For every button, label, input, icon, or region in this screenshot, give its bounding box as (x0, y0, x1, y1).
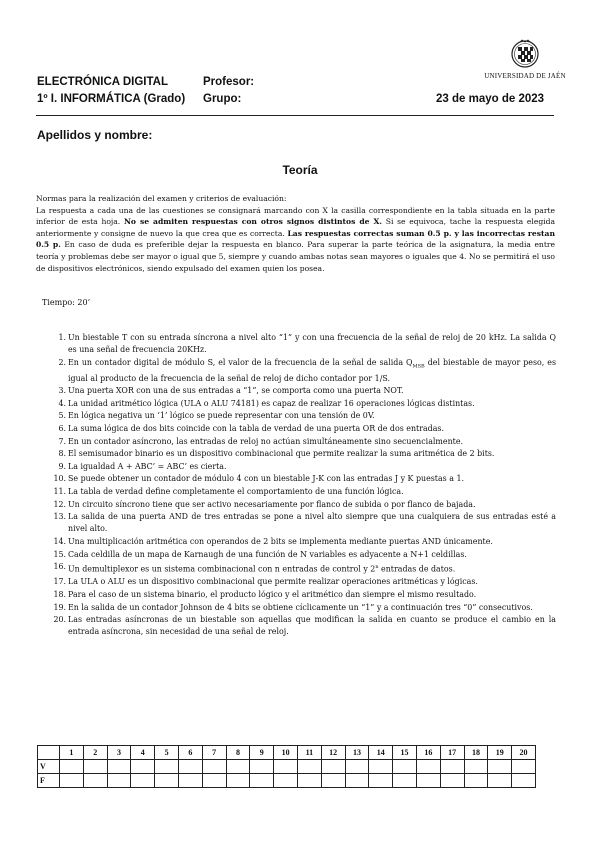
answer-cell[interactable] (155, 760, 179, 774)
answer-column-header: 7 (202, 746, 226, 760)
question-item (52, 614, 556, 638)
answer-cell[interactable] (202, 774, 226, 788)
answer-cell[interactable] (107, 774, 131, 788)
question-number: 20. (53, 615, 66, 625)
answer-cell[interactable] (83, 774, 107, 788)
answer-cell[interactable] (250, 774, 274, 788)
course-name: ELECTRÓNICA DIGITAL (37, 76, 168, 88)
question-text: Las entradas asíncronas de un biestable son aquellas que modifican la salida en cuanto se produce el cambio en la entrada asíncrona, sin necesidad de una señal de reloj. (68, 615, 556, 637)
answer-column-header: 1 (60, 746, 84, 760)
answer-column-header: 8 (226, 746, 250, 760)
answer-column-header: 10 (274, 746, 298, 760)
rules-bold-1: No se admiten respuestas con otros signos distintos de X. (123, 217, 382, 227)
answer-column-header: 17 (440, 746, 464, 760)
answer-column-header: 14 (369, 746, 393, 760)
question-text: La suma lógica de dos bits coincide con la tabla de verdad de una puerta OR de dos entradas. (68, 423, 444, 433)
answer-cell[interactable] (321, 774, 345, 788)
answer-cell[interactable] (369, 774, 393, 788)
question-item (52, 436, 556, 448)
question-text: La tabla de verdad define completamente el comportamiento de una función lógica. (68, 486, 404, 496)
question-number: 1. (58, 333, 66, 342)
question-text: Un circuito síncrono tiene que ser activo necesariamente por flanco de subida o por flanco de bajada. (68, 499, 476, 509)
question-item (52, 423, 556, 435)
answer-column-header: 5 (155, 746, 179, 760)
question-number: 11. (53, 486, 66, 496)
exam-date: 23 de mayo de 2023 (436, 93, 545, 105)
answer-row-label: V (38, 760, 60, 774)
group-label: Grupo: (203, 93, 242, 105)
answer-cell[interactable] (440, 760, 464, 774)
question-text: El semisumador binario es un dispositivo combinacional que permite realizar la suma aritmética de 2 bits. (68, 449, 495, 459)
question-number: 6. (58, 423, 66, 433)
question-item (52, 511, 556, 535)
answer-cell[interactable] (107, 760, 131, 774)
answer-cell[interactable] (178, 774, 202, 788)
question-number: 3. (58, 386, 66, 396)
header-divider (36, 115, 554, 116)
question-number: 16. (53, 562, 66, 572)
question-number: 8. (58, 449, 66, 459)
answer-cell[interactable] (131, 774, 155, 788)
answer-cell[interactable] (226, 760, 250, 774)
question-text: La igualdad A + ABC’ = ABC’ es cierta. (68, 461, 227, 471)
question-text: Se puede obtener un contador de módulo 4 con un biestable J-K con las entradas J y K puestas a 1. (68, 474, 464, 484)
answer-column-header: 11 (297, 746, 321, 760)
question-text: Un biestable T con su entrada síncrona a nivel alto “1” y con una frecuencia de la señal de reloj de 20 kHz. La salida Q es una señal de frecuencia 20KHz. (68, 333, 556, 355)
answer-cell[interactable] (512, 774, 536, 788)
question-text: Una multiplicación aritmética con operandos de 2 bits se implementa mediante puertas AND únicamente. (68, 536, 493, 546)
question-number: 15. (53, 549, 66, 559)
rules-body (36, 205, 555, 275)
question-text: En lógica negativa un ‘1’ lógico se puede representar con una tensión de 0V. (68, 411, 375, 421)
question-number: 12. (53, 499, 66, 509)
answer-cell[interactable] (464, 774, 488, 788)
question-number: 17. (53, 577, 66, 587)
question-number: 5. (58, 411, 66, 421)
answer-cell[interactable] (226, 774, 250, 788)
answer-cell[interactable] (416, 774, 440, 788)
time-limit: Tiempo: 20’ (42, 298, 91, 307)
answer-column-header: 18 (464, 746, 488, 760)
question-text: La salida de una puerta AND de tres entradas se pone a nivel alto siempre que una cualquiera de sus entradas esté a nivel alto. (68, 512, 556, 534)
student-name-label: Apellidos y nombre: (37, 128, 153, 142)
answer-column-header: 13 (345, 746, 369, 760)
question-text: Una puerta XOR con una de sus entradas a “1”, se comporta como una puerta NOT. (68, 386, 404, 396)
question-item (52, 602, 556, 614)
question-item (52, 410, 556, 422)
answer-cell[interactable] (488, 760, 512, 774)
answer-column-header: 15 (393, 746, 417, 760)
answer-cell[interactable] (202, 760, 226, 774)
teacher-label: Profesor: (203, 76, 255, 88)
answer-cell[interactable] (131, 760, 155, 774)
section-title: Teoría (282, 163, 318, 177)
question-text: En la salida de un contador Johnson de 4 bits se obtiene cíclicamente un “1” y a continuación tres “0” consecutivos. (68, 602, 533, 612)
question-text: En un contador asíncrono, las entradas de reloj no actúan simultáneamente sino secuencialmente. (68, 436, 464, 446)
answer-cell[interactable] (345, 774, 369, 788)
question-number: 14. (53, 536, 66, 546)
answer-cell[interactable] (155, 774, 179, 788)
question-item (52, 398, 556, 410)
rules-text-2: Si se equivoca, tache la respuesta elegida anteriormente y consigne de nuevo la que crea que es correcta. (36, 217, 555, 238)
rules-bold-2: Las respuestas correctas suman 0.5 p. y las incorrectas restan 0.5 p. (36, 228, 555, 250)
exam-rules (36, 193, 555, 274)
question-item (52, 332, 556, 356)
answer-cell[interactable] (178, 760, 202, 774)
university-name: UNIVERSIDAD DE JAÉN (484, 72, 566, 80)
answer-cell[interactable] (274, 774, 298, 788)
question-text: Un demultiplexor es un sistema combinacional con n entradas de control y 2$^n$ entradas de datos. (68, 564, 456, 574)
answer-column-header: 2 (83, 746, 107, 760)
answer-cell[interactable] (321, 760, 345, 774)
question-text: La unidad aritmético lógica (ULA o ALU 74181) es capaz de realizar 16 operaciones lógicas distintas. (68, 398, 475, 408)
rules-heading: Normas para la realización del examen y criterios de evaluación: (36, 194, 287, 203)
answer-cell[interactable] (60, 774, 84, 788)
question-text: La ULA o ALU es un dispositivo combinacional que permite realizar operaciones aritméticas y lógicas. (68, 577, 478, 587)
answer-column-header: 12 (321, 746, 345, 760)
answer-cell[interactable] (440, 774, 464, 788)
question-item (52, 486, 556, 498)
answer-cell[interactable] (369, 760, 393, 774)
question-list (52, 332, 556, 639)
rules-text-1: La respuesta a cada una de las cuestiones se consignará marcando con X la casilla correspondiente en la tabla situada en la parte inferior de esta hoja. (36, 205, 555, 227)
answer-cell[interactable] (464, 760, 488, 774)
question-number: 4. (58, 398, 66, 408)
answer-cell[interactable] (416, 760, 440, 774)
question-text: Cada celdilla de un mapa de Karnaugh de una función de N variables es adyacente a N+1 celdillas. (68, 549, 467, 559)
question-text: En un contador digital de módulo S, el valor de la frecuencia de la señal de salida $Q_{MSB}$ del biestable de mayor peso, es igual al producto de la frecuencia de la señal de reloj de dicho contador por 1/S. (68, 357, 556, 383)
answer-cell[interactable] (488, 774, 512, 788)
answer-column-header: 16 (416, 746, 440, 760)
rules-text-3: En caso de duda es preferible dejar la respuesta en blanco. Para superar la parte teórica de la asignatura, la media entre teoría y problemas debe ser mayor o igual que 5, siempre y cuando ambas notas sean mayores o iguales que 4. No se permitirá el uso de dispositivos electrónicos, siendo expulsado del examen quien los posea. (36, 240, 556, 273)
answer-cell[interactable] (393, 774, 417, 788)
answer-column-header: 20 (512, 746, 536, 760)
question-item (52, 589, 556, 601)
question-item (52, 448, 556, 460)
answer-row-label: F (38, 774, 60, 788)
question-number: 18. (53, 589, 66, 599)
question-item (52, 499, 556, 511)
answer-cell[interactable] (60, 760, 84, 774)
question-item (52, 549, 556, 561)
table-corner (38, 746, 60, 760)
question-item (52, 461, 556, 473)
answer-table (37, 745, 536, 788)
question-number: 10. (53, 474, 66, 484)
question-item (52, 536, 556, 548)
question-item (52, 576, 556, 588)
answer-column-header: 3 (107, 746, 131, 760)
answer-cell[interactable] (512, 760, 536, 774)
answer-cell[interactable] (393, 760, 417, 774)
question-item (52, 561, 556, 576)
question-number: 9. (58, 461, 66, 471)
answer-cell[interactable] (274, 760, 298, 774)
answer-column-header: 6 (178, 746, 202, 760)
answer-cell[interactable] (83, 760, 107, 774)
question-number: 7. (58, 436, 66, 446)
question-item (52, 473, 556, 485)
answer-cell[interactable] (297, 774, 321, 788)
answer-cell[interactable] (250, 760, 274, 774)
answer-column-header: 19 (488, 746, 512, 760)
answer-column-header: 9 (250, 746, 274, 760)
question-text: Para el caso de un sistema binario, el producto lógico y el aritmético dan siempre el mismo resultado. (68, 589, 477, 599)
question-number: 13. (53, 512, 66, 522)
question-item (52, 357, 556, 385)
answer-cell[interactable] (297, 760, 321, 774)
degree-name: 1º I. INFORMÁTICA (Grado) (37, 93, 186, 105)
question-number: 2. (58, 357, 66, 367)
question-item (52, 385, 556, 397)
answer-cell[interactable] (345, 760, 369, 774)
question-number: 19. (53, 602, 66, 612)
answer-column-header: 4 (131, 746, 155, 760)
